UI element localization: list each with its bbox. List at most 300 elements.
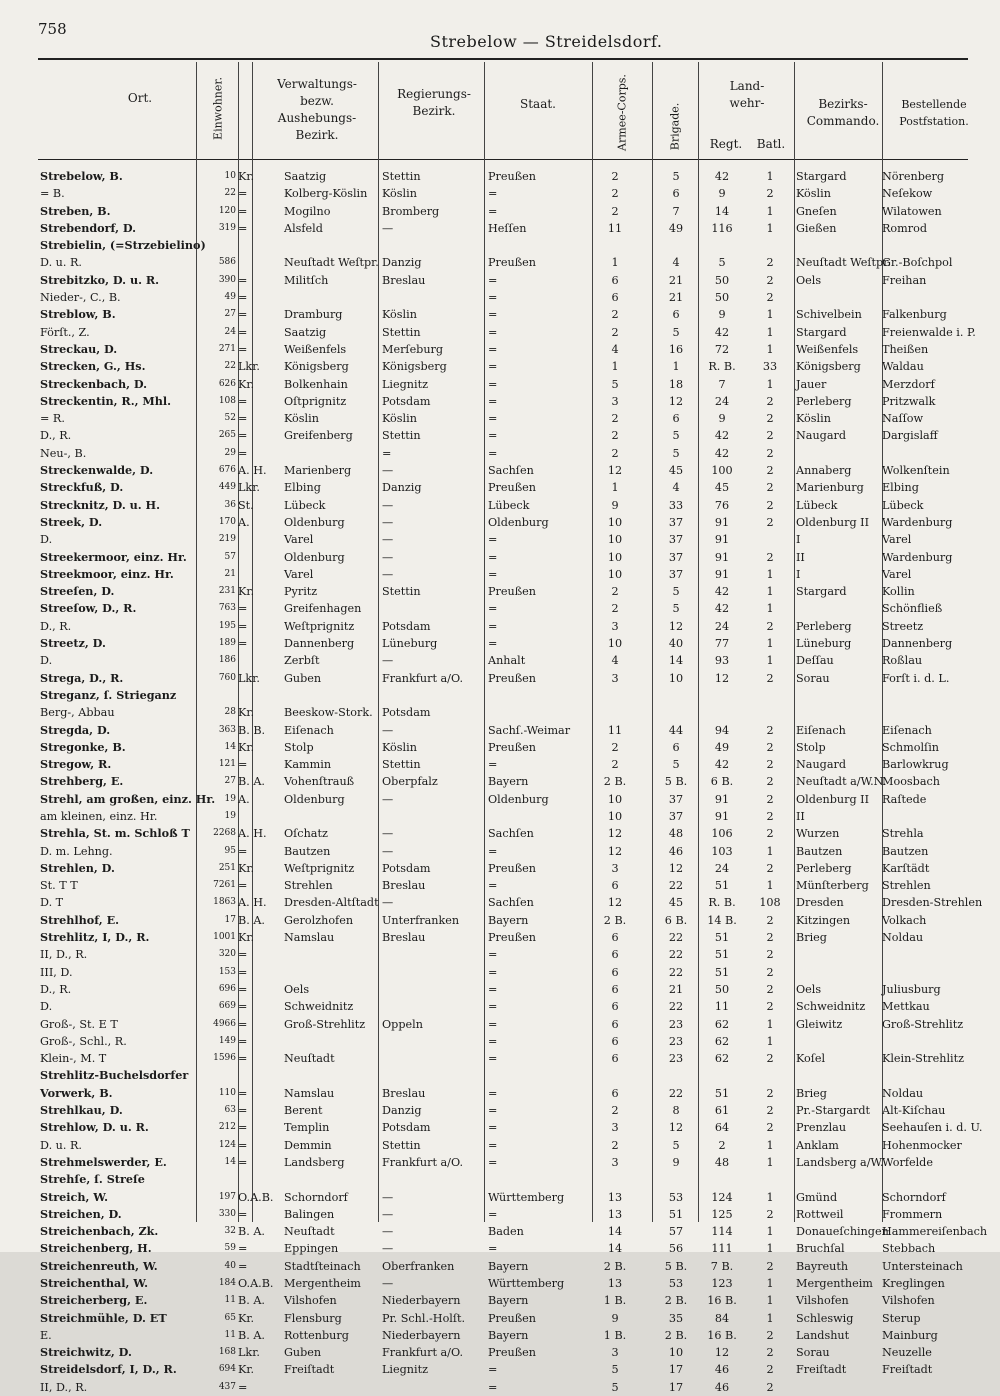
- table-row: [0, 1275, 1000, 1292]
- cell-ort: Streichmühle, D. ET: [40, 1310, 167, 1325]
- cell-ort: Streichenthal, W.: [40, 1276, 149, 1290]
- cell-bt: 2: [766, 498, 774, 512]
- cell-rg: 42: [714, 170, 730, 183]
- cell-reg: Danzig: [382, 256, 422, 270]
- cell-br: 10: [668, 671, 684, 685]
- cell-bez: Beeskow-Stork.: [284, 706, 373, 720]
- cell-ew: 251: [218, 862, 236, 873]
- cell-rg: 91: [714, 550, 730, 564]
- cell-ac: 12: [607, 464, 623, 478]
- cell-st: =: [488, 602, 498, 616]
- cell-br: 57: [668, 1225, 684, 1239]
- cell-bez: Marienberg: [284, 464, 352, 478]
- cell-ort: II, D., R.: [40, 948, 88, 962]
- cell-br: 5: [672, 325, 680, 339]
- cell-bt: 2: [766, 740, 774, 754]
- table-row: [0, 652, 1000, 669]
- cell-br: 45: [668, 464, 684, 478]
- cell-reg: —: [382, 654, 394, 668]
- cell-ort: Streich, W.: [40, 1189, 108, 1204]
- cell-rg: 9: [718, 187, 726, 201]
- cell-bk: Gneſen: [796, 204, 837, 218]
- cell-bt: 1: [766, 567, 774, 581]
- cell-ac: 2: [611, 429, 619, 443]
- cell-ac: 1: [611, 481, 619, 495]
- cell-ort: D., R.: [40, 429, 72, 443]
- cell-rg: 9: [718, 308, 726, 322]
- cell-ac: 2: [611, 187, 619, 201]
- cell-bk: Prenzlau: [796, 1121, 847, 1135]
- cell-bt: 1: [766, 325, 774, 339]
- cell-bk: Neuſtadt Weſtpr.: [796, 256, 891, 270]
- cell-ps: Neſekow: [882, 187, 933, 201]
- cell-art: B. A.: [238, 775, 265, 789]
- cell-ew: 108: [218, 395, 236, 406]
- header-einwohner: Einwohner.: [211, 77, 225, 140]
- cell-art: =: [238, 982, 248, 996]
- header-batl: Batl.: [756, 137, 786, 151]
- cell-rg: 91: [714, 809, 730, 823]
- cell-bez: Dresden-Altſtadt: [284, 896, 379, 910]
- cell-st: =: [488, 412, 498, 426]
- cell-br: 37: [668, 533, 684, 547]
- cell-st: =: [488, 982, 498, 996]
- cell-reg: Lüneburg: [382, 637, 438, 651]
- cell-ew: 1863: [213, 897, 236, 908]
- cell-ort: Strehlow, D. u. R.: [40, 1120, 149, 1135]
- cell-ps: Mainburg: [882, 1328, 938, 1342]
- cell-bt: 2: [766, 1207, 774, 1221]
- cell-bt: 2: [766, 1363, 774, 1377]
- cell-st: =: [488, 1017, 498, 1031]
- cell-ps: Strehla: [882, 827, 924, 841]
- cell-ort: Streeſen, D.: [40, 584, 115, 599]
- cell-ps: Kollin: [882, 585, 915, 599]
- cell-br: 21: [668, 291, 684, 305]
- cell-bk: Oldenburg II: [796, 515, 870, 529]
- running-head: Strebelow — Streidelsdorf.: [430, 32, 663, 51]
- cell-ps: Freienwalde i. P.: [882, 325, 976, 339]
- cell-rg: 61: [714, 1104, 730, 1118]
- cell-ac: 6: [611, 965, 619, 979]
- cell-st: =: [488, 637, 498, 651]
- cell-bt: 2: [766, 982, 774, 996]
- cell-st: Preußen: [488, 585, 537, 599]
- table-row: [0, 600, 1000, 617]
- cell-ps: Hohenmocker: [882, 1138, 962, 1152]
- cell-st: =: [488, 1380, 498, 1394]
- cell-ort: Strehlitz, I, D., R.: [40, 930, 150, 945]
- cell-st: =: [488, 325, 498, 339]
- cell-st: Preußen: [488, 931, 537, 945]
- cell-bk: Köslin: [796, 412, 831, 426]
- cell-bez: Köslin: [284, 412, 319, 426]
- cell-bk: Landsberg a/W.: [796, 1155, 884, 1169]
- cell-art: B. B.: [238, 723, 266, 737]
- cell-br: 37: [668, 792, 684, 806]
- cell-st: =: [488, 360, 498, 374]
- cell-ew: 29: [224, 447, 236, 458]
- cell-rg: 124: [711, 1190, 733, 1204]
- cell-ac: 6: [611, 982, 619, 996]
- cell-ps: Wilatowen: [882, 204, 942, 218]
- cell-ac: 12: [607, 844, 623, 858]
- cell-ort: Stregow, R.: [40, 757, 112, 772]
- cell-ort: = R.: [40, 412, 65, 426]
- cell-st: Preußen: [488, 861, 537, 875]
- cell-ps: Kreglingen: [882, 1277, 945, 1290]
- cell-rg: 76: [714, 498, 730, 512]
- cell-rg: 125: [711, 1207, 733, 1221]
- cell-ew: 1596: [213, 1053, 236, 1064]
- cell-br: 46: [668, 844, 684, 858]
- cell-br: 14: [668, 654, 684, 668]
- cell-ps: Groß-Strehlitz: [882, 1017, 964, 1031]
- cell-bt: 2: [766, 1346, 774, 1360]
- cell-ps: Forſt i. d. L.: [882, 671, 950, 685]
- cell-ac: 12: [607, 827, 623, 841]
- cell-art: =: [238, 291, 248, 305]
- cell-bt: 2: [766, 1104, 774, 1118]
- cell-ps: Untersteinach: [882, 1259, 963, 1273]
- cell-reg: Potsdam: [382, 1121, 431, 1135]
- cell-st: =: [488, 619, 498, 633]
- cell-st: Baden: [488, 1225, 524, 1239]
- cell-bt: 2: [766, 446, 774, 460]
- cell-st: Sachſen: [488, 896, 534, 910]
- cell-rg: 94: [714, 723, 730, 737]
- cell-art: =: [238, 1259, 248, 1273]
- cell-br: 5: [672, 602, 680, 616]
- cell-rg: 42: [714, 446, 730, 460]
- cell-rg: 91: [714, 792, 730, 806]
- cell-reg: —: [382, 896, 394, 910]
- cell-bt: 2: [766, 429, 774, 443]
- cell-ps: Noldau: [882, 931, 924, 945]
- cell-st: =: [488, 187, 498, 201]
- cell-ew: 2268: [213, 828, 236, 839]
- cell-bez: Guben: [284, 671, 322, 685]
- cell-ew: 11: [224, 1295, 236, 1306]
- cell-art: Kr.: [238, 861, 255, 875]
- cell-ac: 6: [611, 291, 619, 305]
- cell-ew: 27: [224, 309, 236, 320]
- cell-rg: 16 B.: [707, 1294, 737, 1308]
- cell-rg: 5: [718, 256, 726, 270]
- cell-bt: 1: [766, 1225, 774, 1239]
- cell-art: =: [238, 637, 248, 651]
- cell-art: Lkr.: [238, 360, 260, 374]
- cell-ps: Naſſow: [882, 412, 924, 426]
- cell-rg: 62: [714, 1017, 730, 1031]
- cell-br: 53: [668, 1277, 684, 1290]
- cell-bt: 1: [766, 377, 774, 391]
- cell-ac: 3: [611, 861, 619, 875]
- cell-art: B. A.: [238, 913, 265, 927]
- cell-st: =: [488, 550, 498, 564]
- cell-ps: Schorndorf: [882, 1190, 946, 1204]
- cell-art: =: [238, 1207, 248, 1221]
- cell-st: Heſſen: [488, 221, 527, 235]
- cell-rg: 77: [714, 637, 730, 651]
- cell-bt: 2: [766, 671, 774, 685]
- table-row: [0, 272, 1000, 289]
- cell-ps: Merzdorf: [882, 377, 935, 391]
- table-row: [0, 1258, 1000, 1275]
- cell-rg: 9: [718, 412, 726, 426]
- cell-reg: Breslau: [382, 931, 426, 945]
- cell-ac: 6: [611, 1017, 619, 1031]
- cell-ew: 22: [224, 361, 236, 372]
- cell-bez: Dannenberg: [284, 637, 355, 651]
- cell-ort: Streben, B.: [40, 203, 111, 218]
- cell-bt: 2: [766, 464, 774, 478]
- cell-ew: 586: [218, 257, 236, 268]
- cell-ac: 10: [607, 515, 623, 529]
- cell-ac: 3: [611, 1155, 619, 1169]
- cell-art: Kr.: [238, 706, 255, 720]
- cell-ew: 28: [224, 707, 236, 718]
- cell-bt: 2: [766, 723, 774, 737]
- cell-ew: 696: [218, 983, 236, 994]
- cell-reg: —: [382, 498, 394, 512]
- cell-bt: 2: [766, 931, 774, 945]
- cell-ort: Strehmelswerder, E.: [40, 1154, 167, 1169]
- cell-st: =: [488, 429, 498, 443]
- table-row: [0, 670, 1000, 687]
- cell-br: 4: [672, 481, 680, 495]
- cell-bk: Oels: [796, 982, 822, 996]
- table-row: [0, 341, 1000, 358]
- cell-ps: Mettkau: [882, 1000, 930, 1014]
- cell-br: 23: [668, 1017, 684, 1031]
- cell-br: 6: [672, 308, 680, 322]
- cell-art: =: [238, 844, 248, 858]
- cell-bt: 1: [766, 585, 774, 599]
- cell-reg: Königsberg: [382, 360, 447, 374]
- cell-ew: 763: [218, 603, 236, 614]
- cell-ew: 1001: [213, 932, 236, 943]
- cell-art: =: [238, 965, 248, 979]
- cell-ew: 17: [224, 914, 236, 925]
- cell-ac: 11: [607, 723, 623, 737]
- cell-ps: Wolkenſtein: [882, 464, 950, 478]
- cell-ps: Sterup: [882, 1311, 921, 1325]
- cell-art: =: [238, 1121, 248, 1135]
- cell-ort: Streekermoor, einz. Hr.: [40, 549, 187, 564]
- cell-bez: Freiſtadt: [284, 1363, 335, 1377]
- cell-bez: Militſch: [284, 273, 329, 287]
- cell-ps: Alt-Kiſchau: [882, 1104, 946, 1118]
- header-landwehr: Land- wehr-: [729, 79, 765, 110]
- cell-reg: Potsdam: [382, 861, 431, 875]
- cell-ort: Streichenreuth, W.: [40, 1258, 158, 1273]
- cell-ew: 10: [224, 171, 236, 181]
- table-body: [0, 168, 1000, 1396]
- cell-reg: Potsdam: [382, 706, 431, 720]
- cell-ort: D. u. R.: [40, 1138, 82, 1152]
- cell-bk: Perleberg: [796, 394, 852, 408]
- cell-ew: 694: [218, 1364, 236, 1375]
- table-row: [0, 635, 1000, 652]
- cell-rg: 48: [714, 1155, 730, 1169]
- cell-st: =: [488, 1052, 498, 1066]
- cell-st: Bayern: [488, 1294, 529, 1308]
- cell-bt: 2: [766, 619, 774, 633]
- table-row: [0, 1050, 1000, 1067]
- cell-reg: —: [382, 844, 394, 858]
- cell-bk: Stargard: [796, 325, 847, 339]
- header-armee-corps: Armee-Corps.: [615, 74, 629, 151]
- cell-br: 5 B.: [664, 775, 688, 789]
- cell-bk: Königsberg: [796, 360, 861, 374]
- cell-bk: Gmünd: [796, 1190, 838, 1204]
- cell-art: =: [238, 602, 248, 616]
- cell-ew: 22: [224, 188, 236, 199]
- cell-reg: Köslin: [382, 740, 417, 754]
- cell-reg: Stettin: [382, 758, 421, 772]
- cell-br: 2 B.: [664, 1328, 688, 1342]
- cell-ew: 219: [218, 534, 236, 545]
- cell-bez: Vilshofen: [284, 1294, 337, 1308]
- cell-bt: 2: [766, 481, 774, 495]
- table-row: [0, 998, 1000, 1015]
- cell-bez: Mogilno: [284, 204, 331, 218]
- cell-br: 5: [672, 429, 680, 443]
- cell-br: 18: [668, 377, 684, 391]
- cell-ac: 2: [611, 308, 619, 322]
- cell-art: =: [238, 446, 248, 460]
- table-row: [0, 1361, 1000, 1378]
- cell-br: 22: [668, 1000, 684, 1014]
- cell-bt: 2: [766, 515, 774, 529]
- cell-art: =: [238, 1034, 248, 1048]
- top-rule: [38, 58, 968, 60]
- cell-bk: Oldenburg II: [796, 792, 870, 806]
- cell-ew: 330: [218, 1208, 236, 1219]
- cell-bk: Lüneburg: [796, 637, 852, 651]
- cell-ps: Freiſtadt: [882, 1363, 933, 1377]
- cell-bk: Sorau: [796, 1346, 830, 1360]
- cell-bez: Elbing: [284, 481, 321, 495]
- table-row: [0, 410, 1000, 427]
- cell-ps: Volkach: [882, 913, 927, 927]
- cell-bez: Oldenburg: [284, 792, 345, 806]
- cell-br: 44: [668, 723, 684, 737]
- cell-rg: 7 B.: [710, 1259, 734, 1273]
- cell-rg: 100: [711, 464, 733, 478]
- cell-bez: Oels: [284, 982, 310, 996]
- cell-ac: 1: [611, 256, 619, 270]
- table-row: [0, 1067, 1000, 1084]
- cell-bt: 1: [766, 204, 774, 218]
- cell-bt: 1: [766, 1242, 774, 1256]
- table-row: [0, 1379, 1000, 1396]
- cell-reg: —: [382, 533, 394, 547]
- cell-ps: Juliusburg: [882, 982, 941, 996]
- cell-st: =: [488, 394, 498, 408]
- cell-reg: Bromberg: [382, 204, 440, 218]
- cell-bez: Varel: [284, 567, 314, 581]
- cell-ort: Streichenbach, Zk.: [40, 1224, 159, 1239]
- cell-bt: 1: [766, 602, 774, 616]
- cell-br: 22: [668, 948, 684, 962]
- cell-ac: 2: [611, 1138, 619, 1152]
- cell-ew: 212: [218, 1122, 236, 1133]
- table-row: [0, 254, 1000, 271]
- cell-bez: Flensburg: [284, 1311, 342, 1325]
- cell-br: 4: [672, 256, 680, 270]
- cell-st: Bayern: [488, 775, 529, 789]
- cell-bez: Weißenfels: [284, 342, 347, 356]
- table-row: [0, 306, 1000, 323]
- cell-ew: 153: [218, 966, 236, 977]
- cell-st: Sachſen: [488, 464, 534, 478]
- cell-ps: Waldau: [882, 360, 924, 374]
- cell-bez: Dramburg: [284, 308, 343, 322]
- cell-br: 5: [672, 758, 680, 772]
- cell-bez: Greifenhagen: [284, 602, 362, 616]
- cell-ew: 57: [224, 551, 236, 562]
- cell-ac: 1 B.: [603, 1294, 627, 1308]
- cell-ort: Stregonke, B.: [40, 739, 126, 754]
- table-row: [0, 1292, 1000, 1309]
- cell-st: =: [488, 567, 498, 581]
- cell-br: 51: [668, 1207, 684, 1221]
- cell-ort: Strebielin, (=Strzebielino): [40, 238, 206, 253]
- cell-art: St.: [238, 498, 254, 512]
- cell-ac: 6: [611, 879, 619, 893]
- cell-st: Preußen: [488, 1311, 537, 1325]
- cell-ac: 14: [607, 1225, 623, 1239]
- cell-art: =: [238, 325, 248, 339]
- cell-bt: 1: [766, 170, 774, 183]
- cell-ac: 6: [611, 1000, 619, 1014]
- cell-br: 6: [672, 412, 680, 426]
- header-ort: Ort.: [127, 91, 153, 105]
- cell-art: =: [238, 1086, 248, 1100]
- cell-bez: Stolp: [284, 740, 314, 754]
- cell-ps: Seehauſen i. d. U.: [882, 1121, 983, 1135]
- cell-rg: 51: [714, 948, 730, 962]
- table-row: [0, 1119, 1000, 1136]
- cell-ew: 110: [218, 1087, 236, 1098]
- cell-bk: Mergentheim: [796, 1277, 873, 1290]
- cell-bt: 2: [766, 1259, 774, 1273]
- cell-ac: 13: [607, 1190, 623, 1204]
- cell-ort: Strehlitz-Buchelsdorfer: [40, 1068, 189, 1083]
- cell-br: 48: [668, 827, 684, 841]
- cell-ort: Streganz, ſ. Strieganz: [40, 687, 177, 702]
- cell-bez: Balingen: [284, 1207, 335, 1221]
- cell-ew: 669: [218, 1001, 236, 1012]
- cell-st: =: [488, 446, 498, 460]
- cell-ort: D. m. Lehng.: [40, 844, 113, 858]
- cell-bt: 2: [766, 775, 774, 789]
- cell-ac: 10: [607, 637, 623, 651]
- cell-rg: 45: [714, 481, 730, 495]
- cell-bk: Deſſau: [796, 654, 834, 668]
- cell-art: A.: [238, 515, 250, 529]
- cell-ew: 319: [218, 222, 236, 233]
- cell-art: =: [238, 619, 248, 633]
- cell-br: 21: [668, 273, 684, 287]
- cell-ps: Pritzwalk: [882, 394, 936, 408]
- cell-bt: 1: [766, 1155, 774, 1169]
- cell-ps: Raſtede: [882, 792, 927, 806]
- cell-reg: —: [382, 827, 394, 841]
- table-row: [0, 1016, 1000, 1033]
